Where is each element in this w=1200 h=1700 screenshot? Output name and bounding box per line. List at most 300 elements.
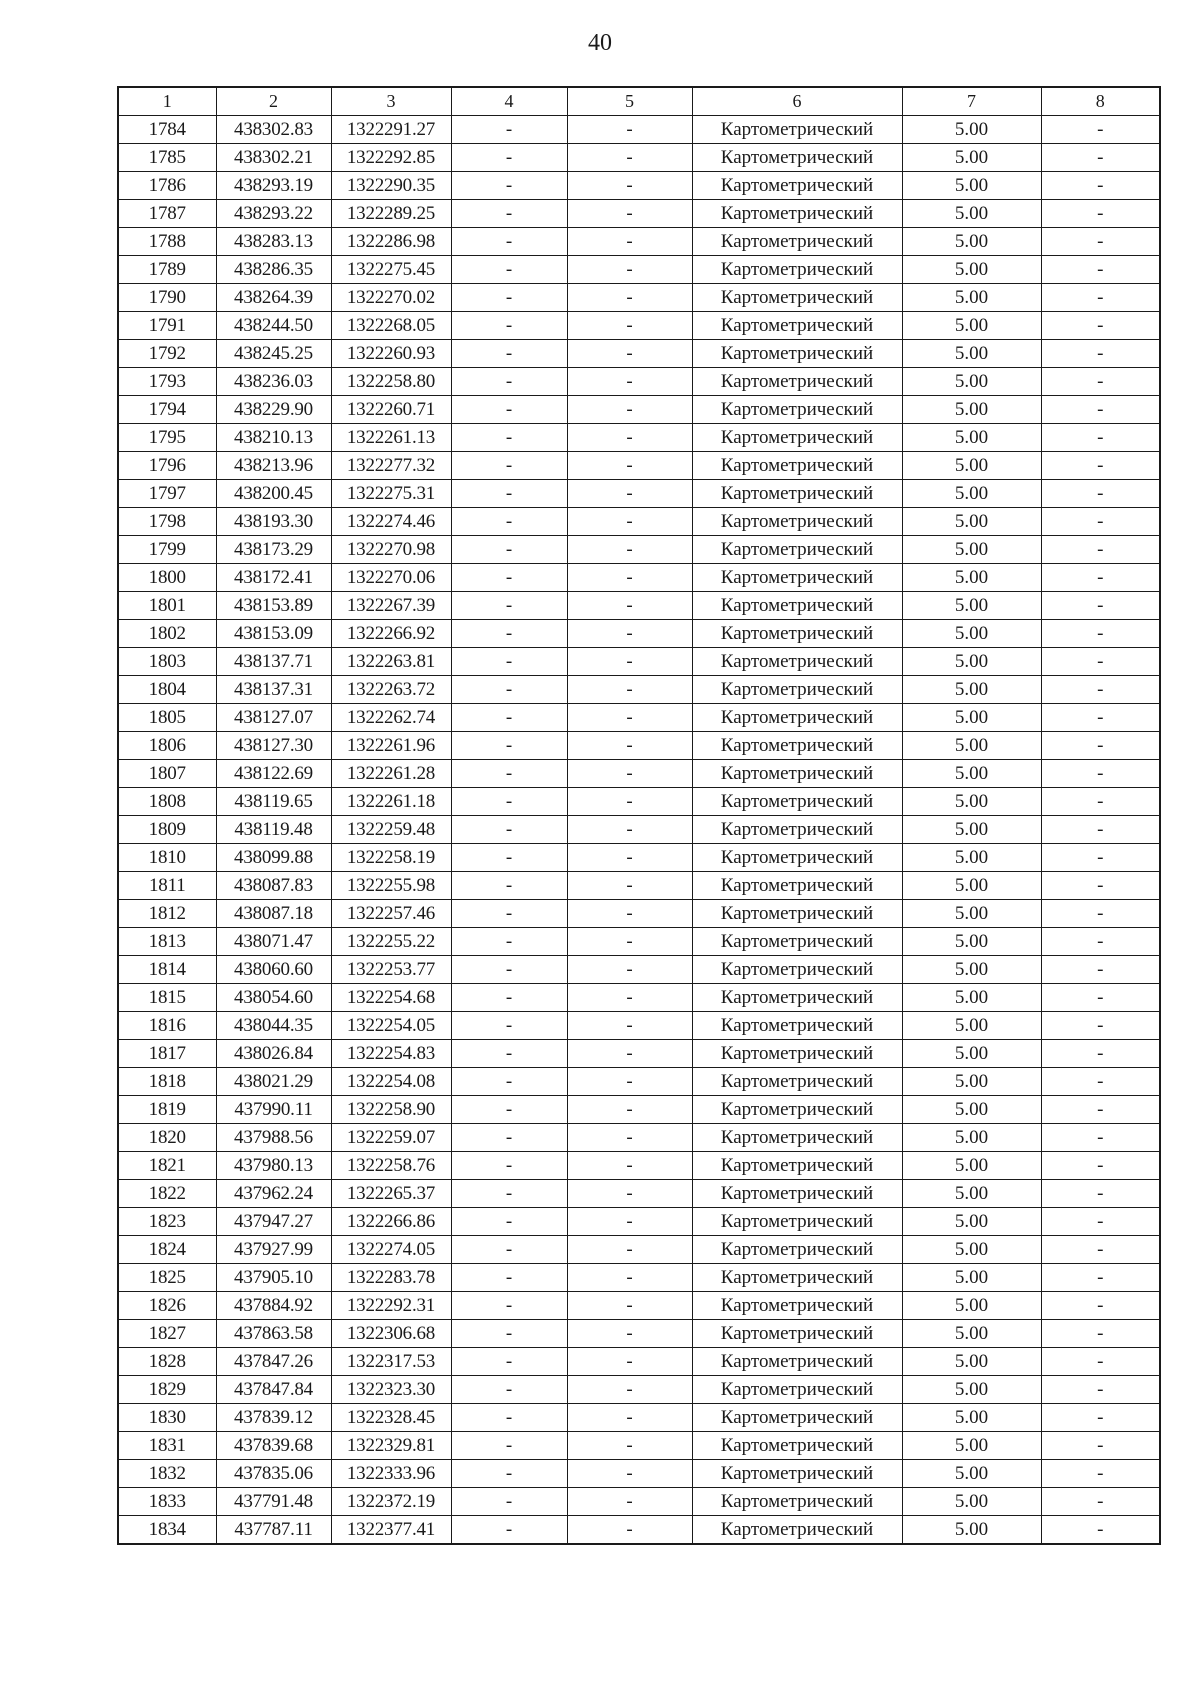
column-4-cell: - (451, 648, 567, 676)
y-coordinate-cell: 1322265.37 (331, 1180, 451, 1208)
accuracy-cell: 5.00 (902, 1264, 1041, 1292)
table-row (118, 1320, 1160, 1348)
x-coordinate-cell: 437835.06 (216, 1460, 331, 1488)
point-number-cell: 1800 (118, 564, 216, 592)
column-5-cell: - (567, 620, 692, 648)
column-5-cell: - (567, 956, 692, 984)
accuracy-cell: 5.00 (902, 1208, 1041, 1236)
column-5-cell: - (567, 816, 692, 844)
method-cell: Картометрический (692, 1180, 902, 1208)
y-coordinate-cell: 1322291.27 (331, 116, 451, 144)
table-row (118, 1152, 1160, 1180)
column-8-cell: - (1041, 592, 1160, 620)
column-8-cell: - (1041, 396, 1160, 424)
column-4-cell: - (451, 200, 567, 228)
x-coordinate-cell: 438060.60 (216, 956, 331, 984)
table-row (118, 732, 1160, 760)
method-cell: Картометрический (692, 1404, 902, 1432)
point-number-cell: 1790 (118, 284, 216, 312)
point-number-cell: 1833 (118, 1488, 216, 1516)
accuracy-cell: 5.00 (902, 1376, 1041, 1404)
y-coordinate-cell: 1322306.68 (331, 1320, 451, 1348)
method-cell: Картометрический (692, 200, 902, 228)
column-4-cell: - (451, 312, 567, 340)
y-coordinate-cell: 1322255.98 (331, 872, 451, 900)
table-row (118, 1208, 1160, 1236)
column-4-cell: - (451, 816, 567, 844)
point-number-cell: 1799 (118, 536, 216, 564)
column-header: 5 (567, 87, 692, 116)
x-coordinate-cell: 438099.88 (216, 844, 331, 872)
column-5-cell: - (567, 200, 692, 228)
column-4-cell: - (451, 1320, 567, 1348)
coordinates-table-container (117, 86, 1159, 1545)
column-8-cell: - (1041, 956, 1160, 984)
method-cell: Картометрический (692, 1208, 902, 1236)
column-4-cell: - (451, 900, 567, 928)
column-5-cell: - (567, 592, 692, 620)
table-row (118, 984, 1160, 1012)
y-coordinate-cell: 1322258.19 (331, 844, 451, 872)
method-cell: Картометрический (692, 452, 902, 480)
column-5-cell: - (567, 1516, 692, 1545)
y-coordinate-cell: 1322328.45 (331, 1404, 451, 1432)
column-4-cell: - (451, 424, 567, 452)
column-8-cell: - (1041, 760, 1160, 788)
point-number-cell: 1820 (118, 1124, 216, 1152)
y-coordinate-cell: 1322333.96 (331, 1460, 451, 1488)
point-number-cell: 1834 (118, 1516, 216, 1545)
accuracy-cell: 5.00 (902, 844, 1041, 872)
y-coordinate-cell: 1322254.83 (331, 1040, 451, 1068)
x-coordinate-cell: 438210.13 (216, 424, 331, 452)
column-4-cell: - (451, 732, 567, 760)
column-8-cell: - (1041, 872, 1160, 900)
accuracy-cell: 5.00 (902, 1348, 1041, 1376)
column-8-cell: - (1041, 1320, 1160, 1348)
method-cell: Картометрический (692, 284, 902, 312)
column-8-cell: - (1041, 536, 1160, 564)
column-8-cell: - (1041, 1152, 1160, 1180)
column-5-cell: - (567, 396, 692, 424)
table-row (118, 1404, 1160, 1432)
point-number-cell: 1832 (118, 1460, 216, 1488)
accuracy-cell: 5.00 (902, 1012, 1041, 1040)
method-cell: Картометрический (692, 536, 902, 564)
method-cell: Картометрический (692, 1516, 902, 1545)
column-4-cell: - (451, 1236, 567, 1264)
y-coordinate-cell: 1322261.96 (331, 732, 451, 760)
point-number-cell: 1784 (118, 116, 216, 144)
y-coordinate-cell: 1322270.02 (331, 284, 451, 312)
x-coordinate-cell: 438119.65 (216, 788, 331, 816)
x-coordinate-cell: 438122.69 (216, 760, 331, 788)
column-8-cell: - (1041, 284, 1160, 312)
x-coordinate-cell: 438302.83 (216, 116, 331, 144)
column-8-cell: - (1041, 816, 1160, 844)
y-coordinate-cell: 1322268.05 (331, 312, 451, 340)
x-coordinate-cell: 438264.39 (216, 284, 331, 312)
x-coordinate-cell: 437962.24 (216, 1180, 331, 1208)
column-8-cell: - (1041, 1012, 1160, 1040)
table-row (118, 816, 1160, 844)
x-coordinate-cell: 437905.10 (216, 1264, 331, 1292)
method-cell: Картометрический (692, 1068, 902, 1096)
y-coordinate-cell: 1322274.46 (331, 508, 451, 536)
column-5-cell: - (567, 872, 692, 900)
x-coordinate-cell: 438137.71 (216, 648, 331, 676)
point-number-cell: 1811 (118, 872, 216, 900)
x-coordinate-cell: 437884.92 (216, 1292, 331, 1320)
table-row (118, 256, 1160, 284)
coordinates-table (117, 86, 1161, 1545)
column-8-cell: - (1041, 340, 1160, 368)
y-coordinate-cell: 1322254.68 (331, 984, 451, 1012)
accuracy-cell: 5.00 (902, 564, 1041, 592)
table-row (118, 1376, 1160, 1404)
table-row (118, 368, 1160, 396)
point-number-cell: 1829 (118, 1376, 216, 1404)
accuracy-cell: 5.00 (902, 900, 1041, 928)
y-coordinate-cell: 1322323.30 (331, 1376, 451, 1404)
table-row (118, 1348, 1160, 1376)
method-cell: Картометрический (692, 368, 902, 396)
column-5-cell: - (567, 1068, 692, 1096)
accuracy-cell: 5.00 (902, 956, 1041, 984)
point-number-cell: 1819 (118, 1096, 216, 1124)
method-cell: Картометрический (692, 1376, 902, 1404)
accuracy-cell: 5.00 (902, 592, 1041, 620)
column-5-cell: - (567, 284, 692, 312)
point-number-cell: 1818 (118, 1068, 216, 1096)
y-coordinate-cell: 1322292.85 (331, 144, 451, 172)
y-coordinate-cell: 1322257.46 (331, 900, 451, 928)
x-coordinate-cell: 437839.12 (216, 1404, 331, 1432)
point-number-cell: 1824 (118, 1236, 216, 1264)
y-coordinate-cell: 1322258.76 (331, 1152, 451, 1180)
method-cell: Картометрический (692, 1292, 902, 1320)
column-8-cell: - (1041, 312, 1160, 340)
method-cell: Картометрический (692, 1040, 902, 1068)
column-5-cell: - (567, 984, 692, 1012)
table-row (118, 620, 1160, 648)
method-cell: Картометрический (692, 1096, 902, 1124)
point-number-cell: 1809 (118, 816, 216, 844)
column-8-cell: - (1041, 1376, 1160, 1404)
method-cell: Картометрический (692, 984, 902, 1012)
column-4-cell: - (451, 480, 567, 508)
column-8-cell: - (1041, 1040, 1160, 1068)
point-number-cell: 1796 (118, 452, 216, 480)
point-number-cell: 1801 (118, 592, 216, 620)
method-cell: Картометрический (692, 872, 902, 900)
column-5-cell: - (567, 928, 692, 956)
table-row (118, 228, 1160, 256)
accuracy-cell: 5.00 (902, 1124, 1041, 1152)
table-row (118, 788, 1160, 816)
column-5-cell: - (567, 1264, 692, 1292)
table-row (118, 1264, 1160, 1292)
accuracy-cell: 5.00 (902, 928, 1041, 956)
method-cell: Картометрический (692, 648, 902, 676)
column-8-cell: - (1041, 1236, 1160, 1264)
column-4-cell: - (451, 368, 567, 396)
column-5-cell: - (567, 564, 692, 592)
column-8-cell: - (1041, 984, 1160, 1012)
column-4-cell: - (451, 172, 567, 200)
x-coordinate-cell: 437847.84 (216, 1376, 331, 1404)
column-4-cell: - (451, 1376, 567, 1404)
method-cell: Картометрический (692, 844, 902, 872)
method-cell: Картометрический (692, 1432, 902, 1460)
accuracy-cell: 5.00 (902, 1040, 1041, 1068)
accuracy-cell: 5.00 (902, 788, 1041, 816)
column-4-cell: - (451, 1488, 567, 1516)
column-5-cell: - (567, 256, 692, 284)
accuracy-cell: 5.00 (902, 340, 1041, 368)
y-coordinate-cell: 1322270.06 (331, 564, 451, 592)
column-4-cell: - (451, 452, 567, 480)
method-cell: Картометрический (692, 480, 902, 508)
column-4-cell: - (451, 928, 567, 956)
table-row (118, 536, 1160, 564)
method-cell: Картометрический (692, 1460, 902, 1488)
column-4-cell: - (451, 508, 567, 536)
column-header: 1 (118, 87, 216, 116)
point-number-cell: 1828 (118, 1348, 216, 1376)
x-coordinate-cell: 438244.50 (216, 312, 331, 340)
point-number-cell: 1822 (118, 1180, 216, 1208)
column-8-cell: - (1041, 144, 1160, 172)
x-coordinate-cell: 438087.83 (216, 872, 331, 900)
column-5-cell: - (567, 1180, 692, 1208)
column-8-cell: - (1041, 200, 1160, 228)
y-coordinate-cell: 1322259.48 (331, 816, 451, 844)
method-cell: Картометрический (692, 424, 902, 452)
column-8-cell: - (1041, 844, 1160, 872)
column-8-cell: - (1041, 1264, 1160, 1292)
table-row (118, 1068, 1160, 1096)
point-number-cell: 1786 (118, 172, 216, 200)
column-5-cell: - (567, 844, 692, 872)
column-5-cell: - (567, 1320, 692, 1348)
x-coordinate-cell: 438200.45 (216, 480, 331, 508)
column-8-cell: - (1041, 620, 1160, 648)
column-5-cell: - (567, 1432, 692, 1460)
y-coordinate-cell: 1322277.32 (331, 452, 451, 480)
x-coordinate-cell: 438153.89 (216, 592, 331, 620)
column-8-cell: - (1041, 1124, 1160, 1152)
y-coordinate-cell: 1322329.81 (331, 1432, 451, 1460)
point-number-cell: 1813 (118, 928, 216, 956)
point-number-cell: 1787 (118, 200, 216, 228)
column-4-cell: - (451, 620, 567, 648)
point-number-cell: 1812 (118, 900, 216, 928)
y-coordinate-cell: 1322263.81 (331, 648, 451, 676)
method-cell: Картометрический (692, 1348, 902, 1376)
x-coordinate-cell: 438153.09 (216, 620, 331, 648)
point-number-cell: 1817 (118, 1040, 216, 1068)
table-row (118, 900, 1160, 928)
table-row (118, 144, 1160, 172)
y-coordinate-cell: 1322263.72 (331, 676, 451, 704)
x-coordinate-cell: 438213.96 (216, 452, 331, 480)
column-4-cell: - (451, 1264, 567, 1292)
accuracy-cell: 5.00 (902, 368, 1041, 396)
x-coordinate-cell: 437988.56 (216, 1124, 331, 1152)
x-coordinate-cell: 438044.35 (216, 1012, 331, 1040)
column-8-cell: - (1041, 1516, 1160, 1545)
column-8-cell: - (1041, 648, 1160, 676)
column-8-cell: - (1041, 732, 1160, 760)
column-5-cell: - (567, 116, 692, 144)
y-coordinate-cell: 1322260.71 (331, 396, 451, 424)
table-row (118, 1292, 1160, 1320)
method-cell: Картометрический (692, 956, 902, 984)
x-coordinate-cell: 437947.27 (216, 1208, 331, 1236)
column-4-cell: - (451, 1180, 567, 1208)
column-5-cell: - (567, 368, 692, 396)
y-coordinate-cell: 1322290.35 (331, 172, 451, 200)
column-5-cell: - (567, 144, 692, 172)
column-5-cell: - (567, 1040, 692, 1068)
column-4-cell: - (451, 1152, 567, 1180)
method-cell: Картометрический (692, 1236, 902, 1264)
x-coordinate-cell: 438293.22 (216, 200, 331, 228)
y-coordinate-cell: 1322254.05 (331, 1012, 451, 1040)
column-4-cell: - (451, 1348, 567, 1376)
method-cell: Картометрический (692, 116, 902, 144)
column-8-cell: - (1041, 1096, 1160, 1124)
y-coordinate-cell: 1322274.05 (331, 1236, 451, 1264)
table-row (118, 1516, 1160, 1545)
y-coordinate-cell: 1322259.07 (331, 1124, 451, 1152)
column-8-cell: - (1041, 1180, 1160, 1208)
table-row (118, 592, 1160, 620)
accuracy-cell: 5.00 (902, 144, 1041, 172)
x-coordinate-cell: 437791.48 (216, 1488, 331, 1516)
point-number-cell: 1802 (118, 620, 216, 648)
table-header-row (118, 87, 1160, 116)
x-coordinate-cell: 438286.35 (216, 256, 331, 284)
page-number: 40 (588, 30, 612, 56)
point-number-cell: 1791 (118, 312, 216, 340)
column-5-cell: - (567, 340, 692, 368)
column-5-cell: - (567, 508, 692, 536)
table-row (118, 200, 1160, 228)
point-number-cell: 1825 (118, 1264, 216, 1292)
column-8-cell: - (1041, 564, 1160, 592)
y-coordinate-cell: 1322266.92 (331, 620, 451, 648)
point-number-cell: 1808 (118, 788, 216, 816)
column-4-cell: - (451, 984, 567, 1012)
table-row (118, 424, 1160, 452)
x-coordinate-cell: 437839.68 (216, 1432, 331, 1460)
table-row (118, 1040, 1160, 1068)
table-row (118, 1488, 1160, 1516)
x-coordinate-cell: 438087.18 (216, 900, 331, 928)
method-cell: Картометрический (692, 620, 902, 648)
column-8-cell: - (1041, 1208, 1160, 1236)
x-coordinate-cell: 438173.29 (216, 536, 331, 564)
point-number-cell: 1795 (118, 424, 216, 452)
y-coordinate-cell: 1322289.25 (331, 200, 451, 228)
column-8-cell: - (1041, 116, 1160, 144)
x-coordinate-cell: 438119.48 (216, 816, 331, 844)
y-coordinate-cell: 1322270.98 (331, 536, 451, 564)
accuracy-cell: 5.00 (902, 1292, 1041, 1320)
point-number-cell: 1803 (118, 648, 216, 676)
column-5-cell: - (567, 536, 692, 564)
column-4-cell: - (451, 1292, 567, 1320)
column-header: 2 (216, 87, 331, 116)
column-4-cell: - (451, 1124, 567, 1152)
column-5-cell: - (567, 1404, 692, 1432)
column-5-cell: - (567, 1152, 692, 1180)
table-row (118, 564, 1160, 592)
x-coordinate-cell: 438172.41 (216, 564, 331, 592)
column-5-cell: - (567, 172, 692, 200)
column-4-cell: - (451, 1012, 567, 1040)
column-4-cell: - (451, 1516, 567, 1545)
table-row (118, 760, 1160, 788)
point-number-cell: 1827 (118, 1320, 216, 1348)
method-cell: Картометрический (692, 228, 902, 256)
column-5-cell: - (567, 1096, 692, 1124)
method-cell: Картометрический (692, 704, 902, 732)
column-4-cell: - (451, 704, 567, 732)
column-8-cell: - (1041, 228, 1160, 256)
method-cell: Картометрический (692, 1012, 902, 1040)
accuracy-cell: 5.00 (902, 1068, 1041, 1096)
table-row (118, 396, 1160, 424)
column-5-cell: - (567, 1208, 692, 1236)
column-4-cell: - (451, 1432, 567, 1460)
method-cell: Картометрический (692, 144, 902, 172)
x-coordinate-cell: 438026.84 (216, 1040, 331, 1068)
column-5-cell: - (567, 900, 692, 928)
column-4-cell: - (451, 1208, 567, 1236)
column-5-cell: - (567, 1124, 692, 1152)
column-5-cell: - (567, 676, 692, 704)
method-cell: Картометрический (692, 508, 902, 536)
table-row (118, 116, 1160, 144)
column-4-cell: - (451, 956, 567, 984)
x-coordinate-cell: 438229.90 (216, 396, 331, 424)
x-coordinate-cell: 437787.11 (216, 1516, 331, 1545)
table-row (118, 844, 1160, 872)
x-coordinate-cell: 437980.13 (216, 1152, 331, 1180)
column-5-cell: - (567, 704, 692, 732)
column-4-cell: - (451, 256, 567, 284)
y-coordinate-cell: 1322260.93 (331, 340, 451, 368)
x-coordinate-cell: 438127.07 (216, 704, 331, 732)
column-5-cell: - (567, 228, 692, 256)
method-cell: Картометрический (692, 312, 902, 340)
point-number-cell: 1798 (118, 508, 216, 536)
column-4-cell: - (451, 284, 567, 312)
point-number-cell: 1788 (118, 228, 216, 256)
column-5-cell: - (567, 732, 692, 760)
column-8-cell: - (1041, 900, 1160, 928)
method-cell: Картометрический (692, 1152, 902, 1180)
table-row (118, 1012, 1160, 1040)
point-number-cell: 1797 (118, 480, 216, 508)
column-8-cell: - (1041, 480, 1160, 508)
point-number-cell: 1831 (118, 1432, 216, 1460)
accuracy-cell: 5.00 (902, 312, 1041, 340)
column-8-cell: - (1041, 424, 1160, 452)
